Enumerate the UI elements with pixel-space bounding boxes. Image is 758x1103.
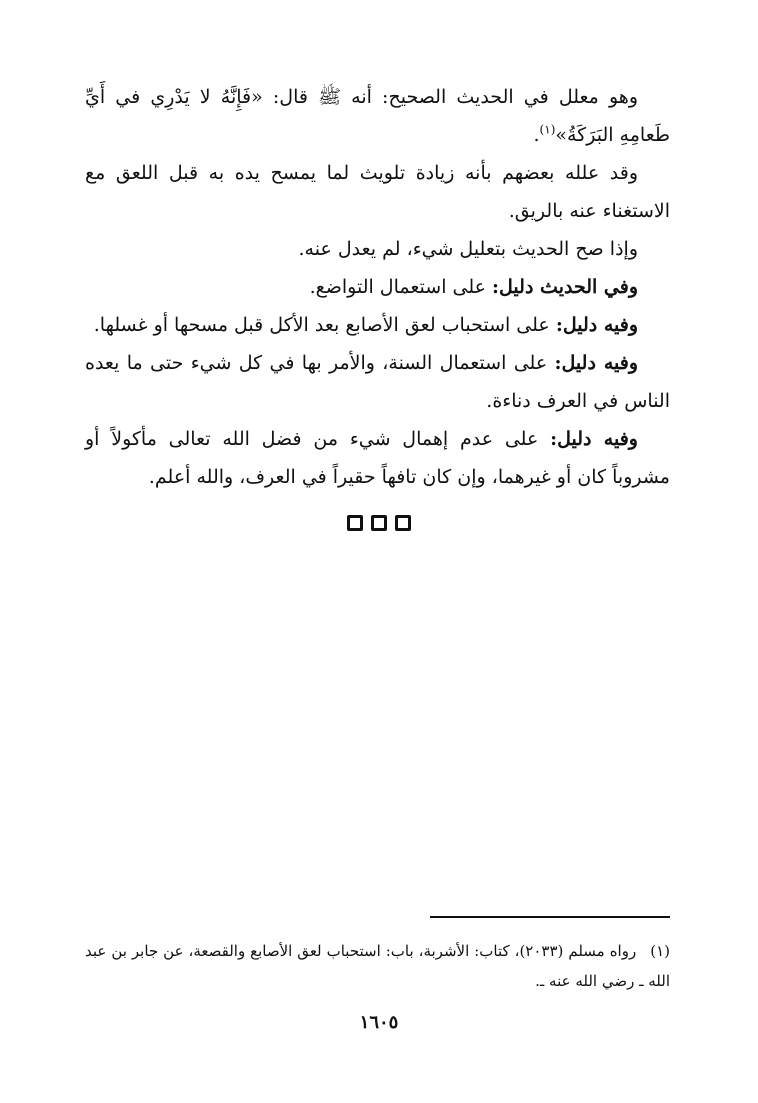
paragraph-text: وقد علله بعضهم بأنه زيادة تلويث لما يمسح يده به قبل اللعق مع الاستغناء عنه بالريق.	[85, 162, 670, 222]
footnote-divider	[430, 916, 670, 918]
paragraph-text: على عدم إهمال شيء من فضل الله تعالى مأكولاً أو مشروباً كان أو غيرهما، وإن كان تافهاً حقيراً في العرف، والله أعلم.	[85, 428, 670, 488]
evidence-lead: وفي الحديث دليل:	[492, 276, 638, 298]
section-end-ornament	[0, 515, 758, 531]
footnote-text: رواه مسلم (٢٠٣٣)، كتاب: الأشربة، باب: استحباب لعق الأصابع والقصعة، عن جابر بن عبد الله ـ رضي الله عنه ـ.	[85, 942, 670, 990]
footnote-number: (١)	[650, 942, 670, 960]
evidence-lead: وفيه دليل:	[554, 352, 639, 374]
paragraph-text: وإذا صح الحديث بتعليل شيء، لم يعدل عنه.	[298, 238, 638, 260]
paragraph-evidence-sunnah	[85, 344, 670, 420]
paragraph-evidence-licking	[85, 306, 670, 344]
paragraph-tail: .	[533, 124, 540, 146]
paragraph-evidence-humility	[85, 268, 670, 306]
square-ornament-icon	[347, 515, 363, 531]
paragraph-text: على استعمال التواضع.	[309, 276, 493, 298]
paragraph-other-reason	[85, 154, 670, 230]
page-number: ١٦٠٥	[359, 1012, 399, 1033]
paragraph-text: على استعمال السنة، والأمر بها في كل شيء حتى ما يعده الناس في العرف دناءة.	[85, 352, 670, 412]
evidence-lead: وفيه دليل:	[555, 314, 638, 336]
paragraph-text: وهو معلل في الحديث الصحيح: أنه ﷺ قال: «فَإِنَّهُ لا يَدْرِي في أَيِّ طَعامِهِ البَرَكَةُ»	[85, 86, 670, 146]
square-ornament-icon	[371, 515, 387, 531]
paragraph-evidence-blessing	[85, 420, 670, 496]
footnote-reference[interactable]: (١)	[539, 122, 556, 137]
paragraph-hadith-reason	[85, 78, 670, 154]
paragraph-authentic-ruling	[85, 230, 670, 268]
footnote-item	[85, 936, 670, 996]
paragraph-text: على استحباب لعق الأصابع بعد الأكل قبل مسحها أو غسلها.	[93, 314, 556, 336]
footnotes-section	[85, 936, 670, 996]
square-ornament-icon	[395, 515, 411, 531]
main-text	[85, 78, 670, 496]
evidence-lead: وفيه دليل:	[550, 428, 638, 450]
